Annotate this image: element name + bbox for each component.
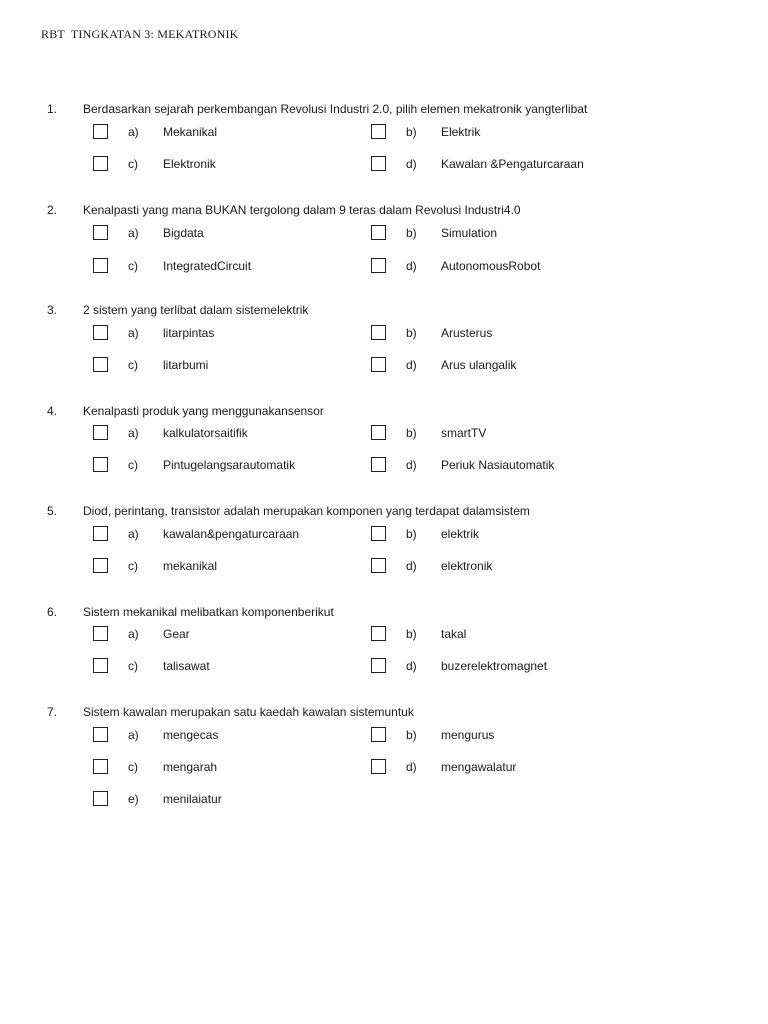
- option-b[interactable]: [371, 626, 671, 646]
- option-letter: a): [128, 125, 139, 139]
- option-letter: d): [406, 559, 417, 573]
- option-text: litarpintas: [163, 326, 215, 340]
- option-d[interactable]: [371, 759, 671, 779]
- question-text: Sistem kawalan merupakan satu kaedah kawalan sistemuntuk: [83, 705, 414, 719]
- option-text: AutonomousRobot: [441, 259, 541, 273]
- checkbox-c[interactable]: [93, 558, 108, 573]
- option-letter: c): [128, 559, 138, 573]
- option-letter: c): [128, 659, 138, 673]
- option-text: smartTV: [441, 426, 487, 440]
- option-text: mengawalatur: [441, 760, 517, 774]
- checkbox-c[interactable]: [93, 258, 108, 273]
- checkbox-a[interactable]: [93, 727, 108, 742]
- option-b[interactable]: [371, 124, 671, 144]
- option-letter: d): [406, 659, 417, 673]
- question-number: 7.: [47, 705, 58, 719]
- option-text: mekanikal: [163, 559, 218, 573]
- option-text: Elektrik: [441, 125, 481, 139]
- option-letter: b): [406, 728, 417, 742]
- option-text: Arusterus: [441, 326, 493, 340]
- checkbox-b[interactable]: [371, 225, 386, 240]
- option-text: litarbumi: [163, 358, 209, 372]
- option-letter: b): [406, 627, 417, 641]
- checkbox-d[interactable]: [371, 357, 386, 372]
- question-number: 2.: [47, 203, 58, 217]
- checkbox-c[interactable]: [93, 156, 108, 171]
- checkbox-a[interactable]: [93, 225, 108, 240]
- question-text: Berdasarkan sejarah perkembangan Revolusi Industri 2.0, pilih elemen mekatronik yangterlibat: [83, 102, 588, 116]
- question-text: Kenalpasti yang mana BUKAN tergolong dalam 9 teras dalam Revolusi Industri4.0: [83, 203, 521, 217]
- option-letter: b): [406, 527, 417, 541]
- option-text: Pintugelangsarautomatik: [163, 458, 296, 472]
- checkbox-a[interactable]: [93, 526, 108, 541]
- option-text: menilaiatur: [163, 792, 222, 806]
- option-a[interactable]: [93, 124, 393, 144]
- checkbox-b[interactable]: [371, 526, 386, 541]
- option-c[interactable]: [93, 457, 393, 477]
- option-text: mengurus: [441, 728, 495, 742]
- option-d[interactable]: [371, 357, 671, 377]
- option-b[interactable]: [371, 325, 671, 345]
- option-c[interactable]: [93, 357, 393, 377]
- option-text: Mekanikal: [163, 125, 218, 139]
- option-d[interactable]: [371, 258, 671, 278]
- checkbox-b[interactable]: [371, 626, 386, 641]
- checkbox-a[interactable]: [93, 325, 108, 340]
- option-letter: c): [128, 157, 138, 171]
- checkbox-c[interactable]: [93, 357, 108, 372]
- question-text: 2 sistem yang terlibat dalam sistemelektrik: [83, 303, 309, 317]
- option-text: Simulation: [441, 226, 498, 240]
- option-a[interactable]: [93, 225, 393, 245]
- option-letter: d): [406, 458, 417, 472]
- option-letter: b): [406, 426, 417, 440]
- option-text: mengecas: [163, 728, 219, 742]
- option-letter: c): [128, 259, 138, 273]
- page-title: RBT TINGKATAN 3: MEKATRONIK: [41, 27, 239, 41]
- question-text: Diod, perintang, transistor adalah merupakan komponen yang terdapat dalamsistem: [83, 504, 530, 518]
- option-e[interactable]: [93, 791, 393, 811]
- option-d[interactable]: [371, 658, 671, 678]
- option-letter: d): [406, 760, 417, 774]
- option-letter: a): [128, 728, 139, 742]
- checkbox-a[interactable]: [93, 425, 108, 440]
- option-letter: d): [406, 358, 417, 372]
- option-letter: a): [128, 426, 139, 440]
- option-text: Bigdata: [163, 226, 204, 240]
- question-number: 6.: [47, 605, 58, 619]
- checkbox-a[interactable]: [93, 124, 108, 139]
- question-number: 3.: [47, 303, 58, 317]
- option-letter: a): [128, 326, 139, 340]
- question-number: 4.: [47, 404, 58, 418]
- option-d[interactable]: [371, 558, 671, 578]
- option-text: mengarah: [163, 760, 218, 774]
- option-text: buzerelektromagnet: [441, 659, 548, 673]
- checkbox-e[interactable]: [93, 791, 108, 806]
- option-d[interactable]: [371, 156, 671, 176]
- option-letter: c): [128, 458, 138, 472]
- option-letter: d): [406, 157, 417, 171]
- checkbox-d[interactable]: [371, 258, 386, 273]
- option-b[interactable]: [371, 225, 671, 245]
- option-letter: a): [128, 226, 139, 240]
- checkbox-b[interactable]: [371, 325, 386, 340]
- option-text: kawalan&pengaturcaraan: [163, 527, 300, 541]
- question-number: 5.: [47, 504, 58, 518]
- option-letter: c): [128, 358, 138, 372]
- option-b[interactable]: [371, 526, 671, 546]
- option-text: takal: [441, 627, 467, 641]
- checkbox-d[interactable]: [371, 558, 386, 573]
- checkbox-d[interactable]: [371, 156, 386, 171]
- option-text: Periuk Nasiautomatik: [441, 458, 555, 472]
- option-text: elektronik: [441, 559, 493, 573]
- option-text: Gear: [163, 627, 190, 641]
- option-text: Elektronik: [163, 157, 216, 171]
- checkbox-d[interactable]: [371, 457, 386, 472]
- checkbox-a[interactable]: [93, 626, 108, 641]
- option-a[interactable]: [93, 727, 393, 747]
- option-letter: b): [406, 326, 417, 340]
- option-c[interactable]: [93, 258, 393, 278]
- option-d[interactable]: [371, 457, 671, 477]
- question-number: 1.: [47, 102, 58, 116]
- question-text: Kenalpasti produk yang menggunakansensor: [83, 404, 324, 418]
- option-b[interactable]: [371, 425, 671, 445]
- checkbox-c[interactable]: [93, 457, 108, 472]
- checkbox-b[interactable]: [371, 727, 386, 742]
- checkbox-b[interactable]: [371, 124, 386, 139]
- option-letter: a): [128, 527, 139, 541]
- option-a[interactable]: [93, 626, 393, 646]
- option-a[interactable]: [93, 526, 393, 546]
- option-c[interactable]: [93, 156, 393, 176]
- option-text: kalkulatorsaitifik: [163, 426, 248, 440]
- checkbox-c[interactable]: [93, 658, 108, 673]
- option-a[interactable]: [93, 425, 393, 445]
- option-letter: b): [406, 125, 417, 139]
- option-letter: e): [128, 792, 139, 806]
- option-text: IntegratedCircuit: [163, 259, 252, 273]
- option-c[interactable]: [93, 558, 393, 578]
- checkbox-d[interactable]: [371, 759, 386, 774]
- option-text: Arus ulangalik: [441, 358, 517, 372]
- option-c[interactable]: [93, 759, 393, 779]
- option-letter: a): [128, 627, 139, 641]
- option-text: Kawalan &Pengaturcaraan: [441, 157, 584, 171]
- option-letter: d): [406, 259, 417, 273]
- checkbox-c[interactable]: [93, 759, 108, 774]
- checkbox-b[interactable]: [371, 425, 386, 440]
- checkbox-d[interactable]: [371, 658, 386, 673]
- option-letter: b): [406, 226, 417, 240]
- option-b[interactable]: [371, 727, 671, 747]
- option-a[interactable]: [93, 325, 393, 345]
- question-text: Sistem mekanikal melibatkan komponenberikut: [83, 605, 334, 619]
- option-text: elektrik: [441, 527, 480, 541]
- option-text: talisawat: [163, 659, 210, 673]
- option-c[interactable]: [93, 658, 393, 678]
- option-letter: c): [128, 760, 138, 774]
